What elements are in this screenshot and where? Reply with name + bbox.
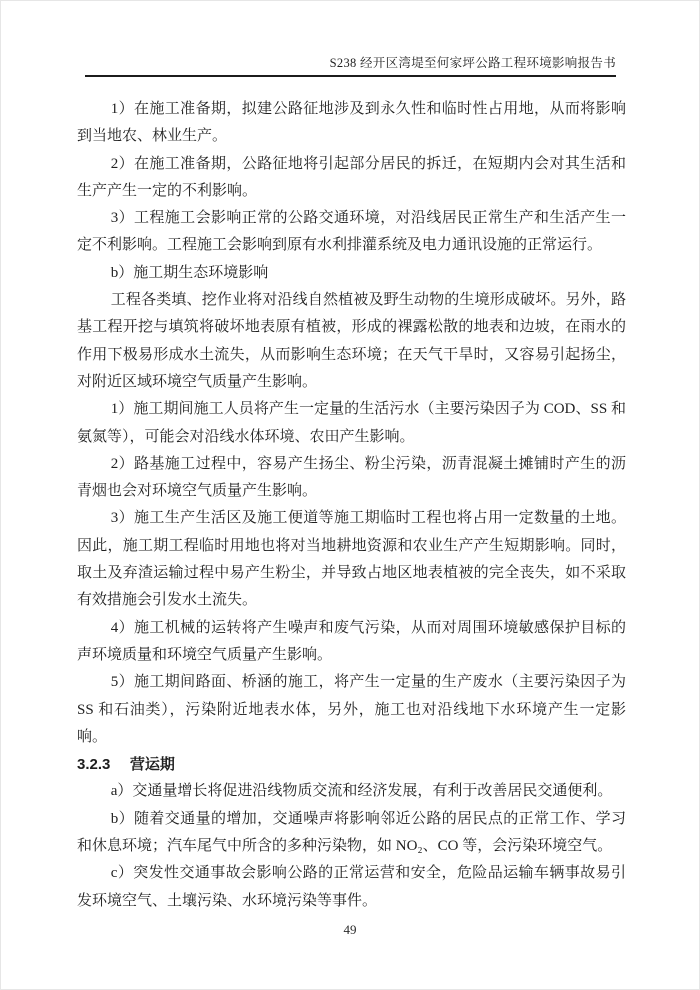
paragraph: 1）施工期间施工人员将产生一定量的生活污水（主要污染因子为 COD、SS 和氨氮等），可能会对沿线水体环境、农田产生影响。 — [77, 401, 626, 445]
document-body — [77, 96, 626, 915]
paragraph: 3）工程施工会影响正常的公路交通环境，对沿线居民正常生产和生活产生一定不利影响。工程施工会影响到原有水利排灌系统及电力通讯设施的正常运行。 — [77, 210, 626, 254]
header-title: S238 经开区湾堤至何家坪公路工程环境影响报告书 — [329, 56, 616, 70]
paragraph: a）交通量增长将促进沿线物质交流和经济发展，有利于改善居民交通便利。 — [110, 783, 613, 800]
paragraph: 2）在施工准备期，公路征地将引起部分居民的拆迁，在短期内会对其生活和生产产生一定的不利影响。 — [77, 155, 626, 199]
paragraph: b）随着交通量的增加，交通噪声将影响邻近公路的居民点的正常工作、学习和休息环境；汽车尾气中所含的多种污染物，如 NO₂、CO 等，会污染环境空气。 — [77, 810, 626, 855]
page-number: 49 — [343, 922, 357, 937]
page-footer — [1, 922, 699, 938]
paragraph: c）突发性交通事故会影响公路的正常运营和安全，危险品运输车辆事故易引发环境空气、土壤污染、水环境污染等事件。 — [77, 865, 626, 909]
paragraph: b）施工期生态环境影响 — [110, 264, 269, 281]
paragraph: 4）施工机械的运转将产生噪声和废气污染，从而对周围环境敏感保护目标的声环境质量和环境空气质量产生影响。 — [77, 619, 626, 663]
header-rule — [85, 75, 616, 77]
section-heading: 3.2.3 营运期 — [77, 751, 626, 778]
paragraph: 工程各类填、挖作业将对沿线自然植被及野生动物的生境形成破坏。另外，路基工程开挖与填筑将破坏地表原有植被，形成的裸露松散的地表和边坡，在雨水的作用下极易形成水土流失，从而影响生态环境；在天气干旱时，又容易引起扬尘，对附近区域环境空气质量产生影响。 — [77, 292, 626, 390]
section-number: 3.2.3 — [77, 756, 111, 774]
paragraph: 5）施工期间路面、桥涵的施工，将产生一定量的生产废水（主要污染因子为 SS 和石油类），污染附近地表水体，另外，施工也对沿线地下水环境产生一定影响。 — [77, 674, 626, 745]
paragraph: 1）在施工准备期，拟建公路征地涉及到永久性和临时性占用地，从而将影响到当地农、林业生产。 — [77, 101, 626, 145]
paragraph: 2）路基施工过程中，容易产生扬尘、粉尘污染，沥青混凝土摊铺时产生的沥青烟也会对环境空气质量产生影响。 — [77, 455, 626, 500]
page-header — [77, 56, 616, 77]
paragraph: 3）施工生产生活区及施工便道等施工期临时工程也将占用一定数量的土地。因此，施工期工程临时用地也将对当地耕地资源和农业生产产生短期影响。同时，取土及弃渣运输过程中易产生粉尘，并导致占地区地表植被的完全丧失，如不采取有效措施会引发水土流失。 — [77, 510, 626, 609]
